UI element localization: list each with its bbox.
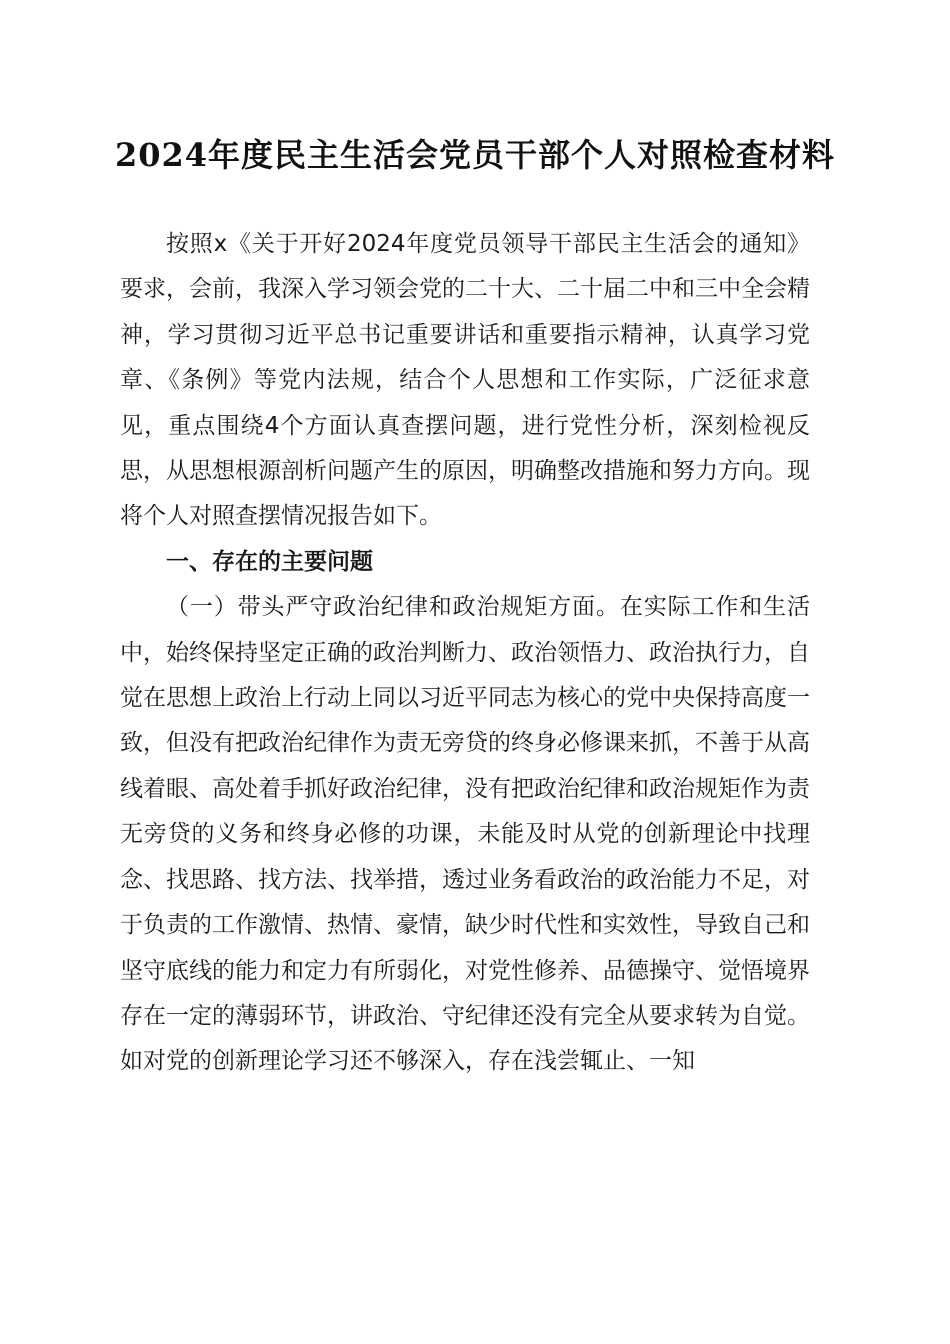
section-heading: 一、存在的主要问题 xyxy=(166,548,373,575)
section-item-paragraph xyxy=(120,585,810,1084)
section-item-lead: （一）带头严守政治纪律和政治规矩方面。 xyxy=(166,594,620,621)
section-item-body: 在实际工作和生活中，始终保持坚定正确的政治判断力、政治领悟力、政治执行力，自觉在思想上政治上行动上同以习近平同志为核心的党中央保持高度一致，但没有把政治纪律作为责无旁贷的终身必修课来抓，不善于从高线着眼、高处着手抓好政治纪律，没有把政治纪律和政治规矩作为责无旁贷的义务和终身必修的功课，未能及时从党的创新理论中找理念、找思路、找方法、找举措，透过业务看政治的政治能力不足，对于负责的工作激情、热情、豪情，缺少时代性和实效性，导致自己和坚守底线的能力和定力有所弱化，对党性修养、品德操守、觉悟境界存在一定的薄弱环节，讲政治、守纪律还没有完全从要求转为自觉。如对党的创新理论学习还不够深入，存在浅尝辄止、一知 xyxy=(120,594,811,1075)
document-title: 2024年度民主生活会党员干部个人对照检查材料 xyxy=(114,136,836,174)
document-body xyxy=(120,222,810,1085)
intro-paragraph: 按照x《关于开好2024年度党员领导干部民主生活会的通知》要求，会前，我深入学习领会党的二十大、二十届二中和三中全会精神，学习贯彻习近平总书记重要讲话和重要指示精神，认真学习党章、《条例》等党内法规，结合个人思想和工作实际，广泛征求意见，重点围绕4个方面认真查摆问题，进行党性分析，深刻检视反思，从思想根源剖析问题产生的原因，明确整改措施和努力方向。现将个人对照查摆情况报告如下。 xyxy=(120,231,810,530)
